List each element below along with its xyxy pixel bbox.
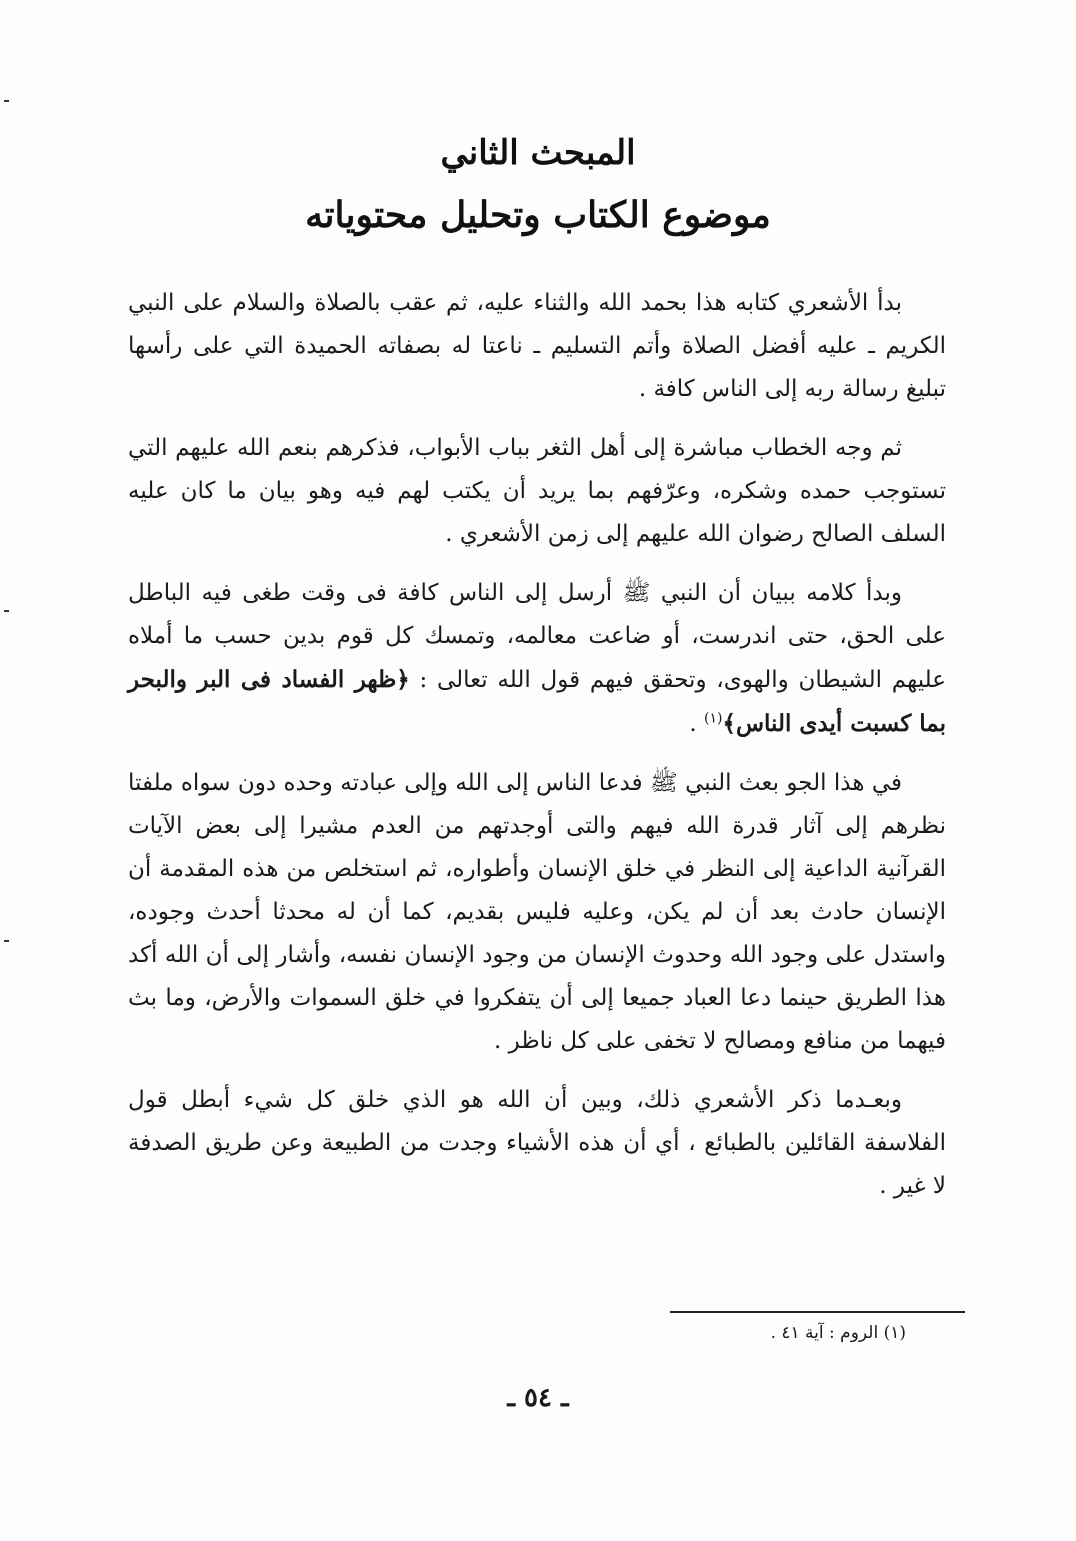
footnote: (١) الروم : آية ٤١ . xyxy=(770,1323,906,1343)
paragraph-5: وبعـدما ذكر الأشعري ذلك، وبين أن الله هو الذي خلق كل شيء أبطل قول الفلاسفة القائلين بالطبائع ، أي أن هذه الأشياء وجدت من الطبيعة وعن طريق الصدفة لا غير . xyxy=(128,1087,946,1199)
paragraph-2: ثم وجه الخطاب مباشرة إلى أهل الثغر بباب الأبواب، فذكرهم بنعم الله عليهم التي تستوجب حمده وشكره، وعرّفهم بما يريد أن يكتب لهم فيه وهو بيان ما كان عليه السلف الصالح رضوان الله عليهم إلى زمن الأشعري . xyxy=(128,435,946,547)
paragraph-3-intro: وبدأ كلامه ببيان أن النبي ﷺ أرسل إلى الناس كافة فى وقت طغى فيه الباطل على الحق، حتى اندرست، أو ضاعت معالمه، وتمسك كل قوم بدين حسب ما أملاه عليهم الشيطان والهوى، وتحقق فيهم قول الله تعالى : xyxy=(128,580,946,693)
paragraph-3 xyxy=(128,572,946,746)
section-title: المبحث الثاني xyxy=(440,133,636,173)
paragraph-1: بدأ الأشعري كتابه هذا بحمد الله والثناء عليه، ثم عقب بالصلاة والسلام على النبي الكريم ـ عليه أفضل الصلاة وأتم التسليم ـ ناعتا له بصفاته الحميدة التي على رأسها تبليغ رسالة ربه إلى الناس كافة . xyxy=(128,290,946,402)
section-subtitle: موضوع الكتاب وتحليل محتوياته xyxy=(305,194,771,236)
footnote-reference: (١) xyxy=(704,710,723,727)
scan-margin-mark xyxy=(4,940,9,942)
quran-quote: ﴿ظهر الفساد فى البر والبحر بما كسبت أيدى الناس﴾ xyxy=(128,666,946,737)
paragraph-3-end: . xyxy=(689,711,705,737)
page-number: ـ ٥٤ ـ xyxy=(507,1383,569,1413)
scan-margin-mark xyxy=(4,100,9,102)
body-text xyxy=(128,282,946,1224)
scan-margin-mark xyxy=(4,610,9,612)
paragraph-4: في هذا الجو بعث النبي ﷺ فدعا الناس إلى الله وإلى عبادته وحده دون سواه ملفتا نظرهم إلى آثار قدرة الله فيهم والتى أوجدتهم من العدم مشيرا إلى بعض الآيات القرآنية الداعية إلى النظر في خلق الإنسان وأطواره، ثم استخلص من هذه المقدمة أن الإنسان حادث بعد أن لم يكن، وعليه فليس بقديم، كما أن له محدثا أحدث وجوده، واستدل على وجود الله وحدوث الإنسان من وجود الإنسان نفسه، وأشار إلى أن الله أكد هذا الطريق حينما دعا العباد جميعا إلى أن يتفكروا في خلق السموات والأرض، وما بث فيهما من منافع ومصالح لا تخفى على كل ناظر . xyxy=(128,770,946,1054)
footnote-divider xyxy=(670,1311,965,1313)
